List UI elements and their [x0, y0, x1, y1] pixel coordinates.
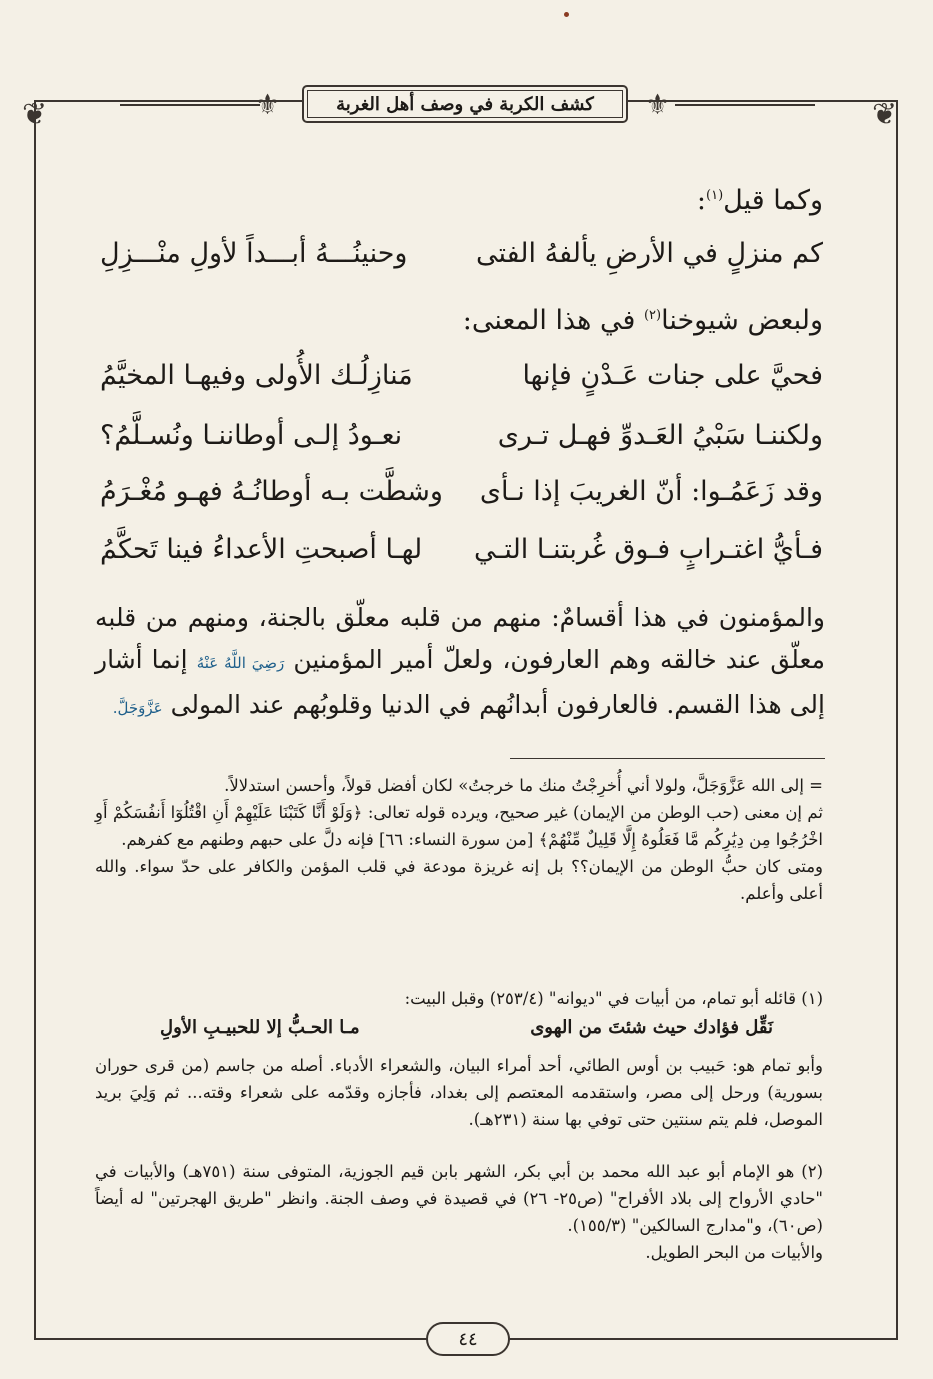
verse-1: [100, 238, 823, 278]
footnote-ref-2: (٢): [643, 308, 662, 323]
scroll-ornament-icon: ⚜: [645, 88, 671, 121]
header-rule-right: [675, 104, 815, 106]
verse-hemistich-left: لهـا أصبحتِ الأعداءُ فينا تَحكَّمُ: [100, 534, 423, 565]
verse-hemistich-right: وقد زَعَمُـوا: أنّ الغريبَ إذا نـأى: [479, 476, 823, 507]
footnote-verse: [160, 1017, 773, 1038]
footnote-1: (١) قائله أبو تمام، من أبيات في "ديوانه" (٢٥٣/٤) وقبل البيت:: [404, 989, 823, 1008]
verse-3: [100, 420, 823, 460]
footnote-2: (٢) هو الإمام أبو عبد الله محمد بن أبي بكر، الشهر بابن قيم الجوزية، المتوفى سنة (٧٥١هـ) والأبيات في "حادي الأرواح إلى بلاد الأفراح" (ص٢٥- ٢٦) في قصيدة في وصف الجنة. وانظر "طريق الهجرتين" له أيضاً (ص٦٠)، و"مدارج السالكين" (١٥٥/٣). والأبيات من البحر الطويل.: [95, 1162, 823, 1262]
honorific: عَزَّوَجَلَّ.: [112, 699, 163, 717]
verse-hemistich-right: فحيَّ على جنات عَـدْنٍ فإنها: [522, 360, 823, 391]
floral-ornament-icon: ❦: [22, 97, 48, 132]
verse-2: [100, 360, 823, 400]
honorific: رَضِيَ اللَّهُ عَنْهُ: [196, 654, 285, 672]
intro-line-2: ولبعض شيوخنا$^{(٢)}$ في هذا المعنى:: [462, 305, 823, 336]
verse-5: [100, 534, 823, 574]
verse-hemistich-left: مـا الحـبُّ إلا للحبيـبِ الأولِ: [160, 1017, 360, 1038]
verse-4: [100, 476, 823, 516]
verse-hemistich-left: نعـودُ إلـى أوطاننـا ونُسـلَّمُ؟: [100, 420, 403, 451]
footnote-continuation: = إلى الله عَزَّوَجَلَّ، ولولا أني أُخرِجْتُ منك ما خرجتُ» لكان أفضل قولاً، وأحسن استدلالاً. ثم إن معنى (حب الوطن من الإيمان) غير صحيح، ويرده قوله تعالى: ﴿وَلَوْ أَنَّا كَتَبْنَا عَلَيْهِمْ أَنِ اقْتُلُوٓا أَنفُسَكُمْ أَوِ اخْرُجُوا مِن دِيَٰرِكُم مَّا فَعَلُوهُ إِلَّا قَلِيلٌ مِّنْهُمْ﴾ [من سورة النساء: ٦٦] فإنه دلَّ على حبهم وطنهم مع كفرهم. ومتى كان حبُّ الوطن من الإيمان؟؟ بل إنه غريزة مودعة في قلب المؤمن والكافر على حدّ سواء. والله أعلى وأعلم.: [95, 776, 823, 903]
scroll-ornament-icon: ⚜: [255, 88, 281, 121]
book-title: كشف الكربة في وصف أهل الغربة: [336, 93, 594, 115]
verse-hemistich-right: كم منزلٍ في الأرضِ يألفهُ الفتى: [476, 238, 823, 269]
footnote-ref-1: (١): [706, 188, 724, 203]
footnote-1-bio: وأبو تمام هو: حَبيب بن أوس الطائي، أحد أمراء البيان، والشعراء الأدباء. أصله من جاسم (من قرى حوران بسورية) ورحل إلى مصر، واستقدمه المعتصم إلى بغداد، فأجازه وقدّمه على شعراء وقته... ثم وَلِيَ بريد الموصل، فلم يتم سنتين حتى توفي بها سنة (٢٣١هـ).: [95, 1056, 823, 1129]
body-paragraph: والمؤمنون في هذا أقسامٌ: منهم من قلبه معلّق بالجنة، ومنهم من قلبه معلّق عند خالقه وهم العارفون، ولعلّ أمير المؤمنين رَضِيَ اللَّهُ عَنْهُ إنما أشار إلى هذا القسم. فالعارفون أبدانُهم في الدنيا وقلوبُهم عند المولى عَزَّوَجَلَّ.: [95, 603, 825, 719]
intro-line-1: وكما قيل$^{(١)}$:: [696, 185, 823, 216]
verse-hemistich-left: وشطَّت بـه أوطانُـهُ فهـو مُغْـرَمُ: [100, 476, 443, 507]
header-rule-left: [120, 104, 260, 106]
verse-hemistich-right: نَقِّل فؤادك حيث شئتَ من الهوى: [530, 1017, 773, 1038]
footnote-separator: [510, 758, 825, 759]
ink-dot: [564, 12, 569, 17]
verse-hemistich-right: ولكننـا سَبْيُ العَـدوِّ فهـل تـرى: [497, 420, 823, 451]
verse-hemistich-right: فـأيُّ اغتـرابٍ فـوق غُربتنـا التـي: [474, 534, 823, 565]
verse-hemistich-left: وحنينُـــهُ أبـــداً لأولِ منْـــزِلِ: [100, 238, 408, 269]
verse-hemistich-left: مَنازِلُـك الأُولى وفيهـا المخيَّمُ: [100, 360, 413, 391]
page-number: ٤٤: [426, 1322, 510, 1356]
floral-ornament-icon: ❦: [872, 97, 898, 132]
running-header: [302, 85, 628, 123]
